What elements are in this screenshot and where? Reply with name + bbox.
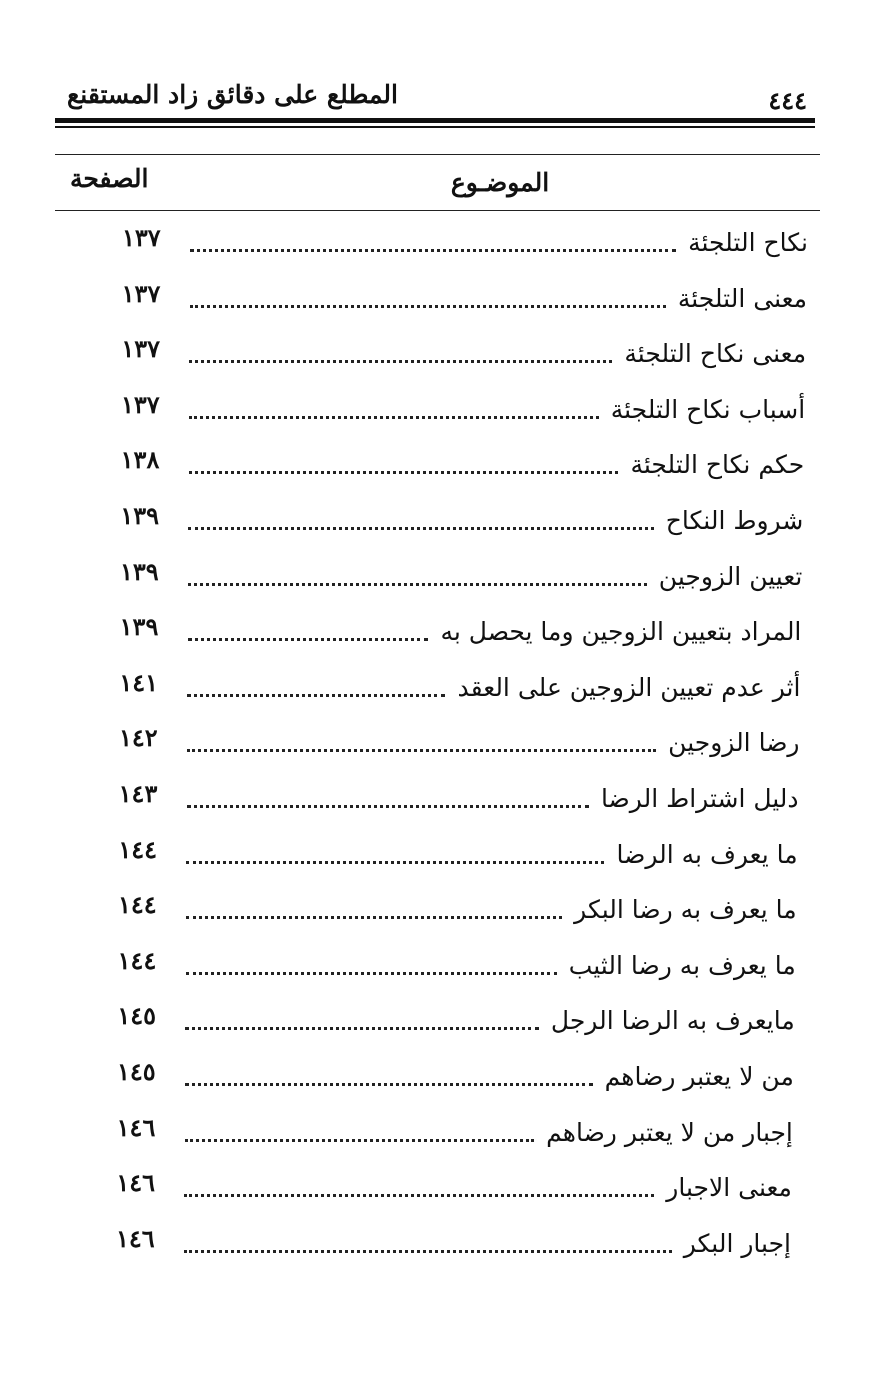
toc-dot-leader <box>185 1139 534 1142</box>
toc-entry <box>0 668 879 708</box>
toc-dot-leader <box>189 471 618 474</box>
toc-entry-page: ١٤٦ <box>116 1223 155 1253</box>
toc-entry-title: إجبار البكر <box>683 1228 791 1258</box>
toc-entry-title: معنى نكاح التلجئة <box>624 339 807 369</box>
toc-entry <box>0 1224 879 1264</box>
toc-dot-leader <box>187 749 656 752</box>
toc-dot-leader <box>190 249 676 252</box>
header-rule-thin <box>55 126 815 128</box>
column-header-rule-bottom <box>55 210 820 211</box>
toc-entry-page: ١٤٤ <box>118 834 157 864</box>
header-rule-thick <box>55 118 815 123</box>
toc-entry-page: ١٤١ <box>119 667 158 697</box>
toc-entry-page: ١٣٧ <box>121 389 160 419</box>
page-number: ٤٤٤ <box>768 86 807 115</box>
toc-entry-title: مايعرف به الرضا الرجل <box>550 1006 795 1036</box>
toc-dot-leader <box>189 416 599 419</box>
toc-entry-page: ١٣٧ <box>122 223 161 252</box>
toc-entry <box>0 557 879 597</box>
toc-entry-page: ١٣٧ <box>121 334 160 364</box>
toc-entry-title: ما يعرف به رضا الثيب <box>568 950 796 980</box>
column-header-rule-top <box>55 154 820 155</box>
toc-entry-title: رضا الزوجين <box>668 728 800 758</box>
toc-entry <box>0 946 879 986</box>
toc-entry <box>0 890 879 930</box>
toc-dot-leader <box>188 638 428 641</box>
toc-dot-leader <box>189 360 612 363</box>
toc-entry <box>0 501 879 541</box>
toc-entry <box>0 445 879 485</box>
toc-entry-title: دليل اشتراط الرضا <box>600 784 799 813</box>
toc-entry <box>0 1113 879 1153</box>
toc-entry <box>0 779 879 819</box>
toc-entry-page: ١٤٥ <box>117 1057 156 1086</box>
toc-entry-title: تعيين الزوجين <box>658 561 803 591</box>
toc-dot-leader <box>186 861 604 864</box>
toc-entry-title: ما يعرف به رضا البكر <box>574 895 797 925</box>
toc-entry <box>0 279 879 319</box>
toc-entry-title: المراد بتعيين الزوجين وما يحصل به <box>440 617 802 647</box>
toc-entry-page: ١٤٣ <box>118 779 158 808</box>
column-header-topic: الموضـوع <box>450 168 550 197</box>
running-header <box>55 76 815 116</box>
toc-dot-leader <box>187 805 589 808</box>
toc-entry-page: ١٣٩ <box>119 612 159 642</box>
toc-entry-title: أسباب نكاح التلجئة <box>610 394 806 424</box>
toc-entry-title: حكم نكاح التلجئة <box>630 450 805 480</box>
toc-entry-title: أثر عدم تعيين الزوجين على العقد <box>457 672 801 702</box>
toc-entry-title: نكاح التلجئة <box>688 228 808 257</box>
toc-entry-page: ١٤٤ <box>118 890 157 920</box>
toc-dot-leader <box>186 916 562 919</box>
toc-entry <box>0 1168 879 1208</box>
toc-entry <box>0 1001 879 1041</box>
toc-dot-leader <box>185 1027 539 1030</box>
toc-entry <box>0 334 879 374</box>
toc-dot-leader <box>188 527 654 530</box>
toc-entry-page: ١٣٧ <box>121 278 161 308</box>
toc-entry-title: ما يعرف به الرضا <box>616 839 798 869</box>
toc-entry-page: ١٤٦ <box>116 1112 156 1142</box>
toc-entry-page: ١٣٨ <box>120 445 160 475</box>
toc-dot-leader <box>185 1083 593 1086</box>
column-header-page: الصفحة <box>70 164 149 193</box>
book-title: المطلع على دقائق زاد المستقنع <box>67 80 398 109</box>
toc-entry-title: إجبار من لا يعتبر رضاهم <box>546 1117 793 1147</box>
toc-dot-leader <box>186 972 557 975</box>
toc-entry-page: ١٤٥ <box>117 1001 156 1031</box>
toc-entry <box>0 223 879 263</box>
toc-entry-page: ١٤٢ <box>119 723 158 753</box>
toc-entry <box>0 835 879 875</box>
toc-entry <box>0 390 879 430</box>
toc-entry-title: من لا يعتبر رضاهم <box>604 1062 794 1091</box>
toc-dot-leader <box>184 1194 654 1197</box>
toc-dot-leader <box>184 1250 672 1253</box>
toc-entry <box>0 723 879 763</box>
toc-entry <box>0 1057 879 1097</box>
toc-dot-leader <box>187 694 445 697</box>
toc-entry-title: معنى التلجئة <box>677 283 808 313</box>
toc-dot-leader <box>188 583 647 586</box>
toc-entry-title: شروط النكاح <box>665 506 804 535</box>
toc-entry-title: معنى الاجبار <box>666 1173 792 1203</box>
toc-entry-page: ١٣٩ <box>120 556 159 586</box>
toc-entry-page: ١٤٦ <box>116 1168 155 1198</box>
toc-entry-page: ١٣٩ <box>120 501 159 530</box>
toc-entry-page: ١٤٤ <box>117 945 157 975</box>
toc-dot-leader <box>190 305 666 308</box>
toc-entry <box>0 612 879 652</box>
